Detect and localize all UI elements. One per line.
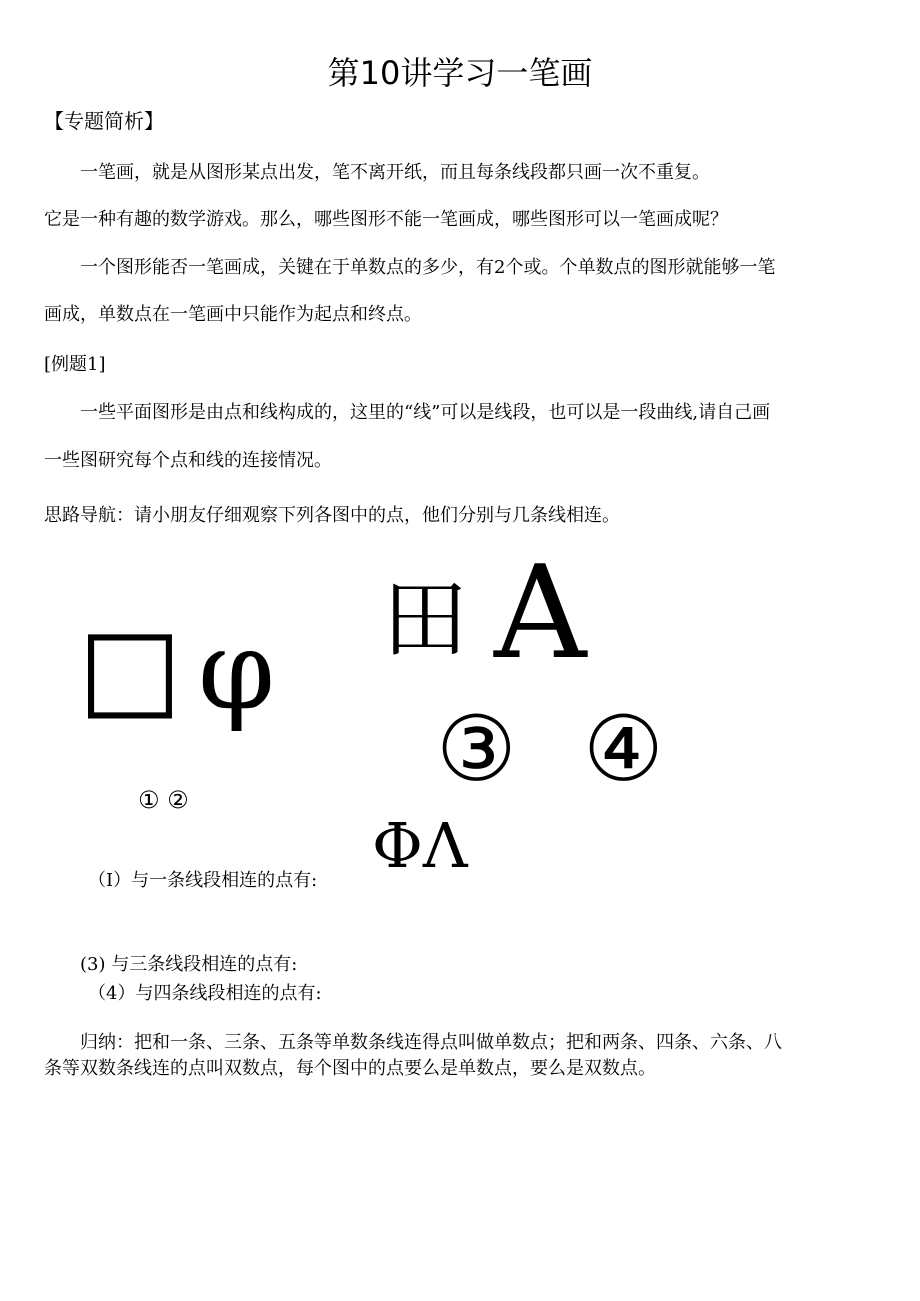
question-3: (3) 与三条线段相连的点有: <box>80 954 298 975</box>
intro-line-1: 一笔画，就是从图形某点出发，笔不离开纸，而且每条线段都只画一次不重复。 <box>80 162 710 183</box>
page-title: 第10讲学习一笔画 <box>327 54 593 92</box>
example-line-1: 一些平面图形是由点和线构成的，这里的“线”可以是线段，也可以是一段曲线,请自己画 <box>80 402 771 423</box>
example-label: [例题1] <box>44 354 106 375</box>
hint-text: 思路导航：请小朋友仔细观察下列各图中的点，他们分别与几条线相连。 <box>44 505 620 526</box>
phi-lambda-figure: ΦΛ <box>372 809 468 882</box>
question-4: （4）与四条线段相连的点有: <box>88 983 322 1004</box>
grid-figure: 田 <box>382 570 468 670</box>
square-figure: □ <box>78 603 182 731</box>
letter-a-figure: A <box>494 539 587 688</box>
summary-line-1: 归纳：把和一条、三条、五条等单数条线连得点叫做单数点；把和两条、四条、六条、八 <box>80 1032 782 1053</box>
summary-line-2: 条等双数条线连的点叫双数点，每个图中的点要么是单数点，要么是双数点。 <box>44 1058 656 1079</box>
intro-line-3: 一个图形能否一笔画成，关键在于单数点的多少，有2个或。个单数点的图形就能够一笔 <box>80 257 776 278</box>
intro-line-2: 它是一种有趣的数学游戏。那么，哪些图形不能一笔画成，哪些图形可以一笔画成呢？ <box>44 209 728 230</box>
example-line-2: 一些图研究每个点和线的连接情况。 <box>44 450 332 471</box>
small-labels: ① ② <box>138 786 189 814</box>
section-label: 【专题简析】 <box>44 109 164 133</box>
question-1: （I）与一条线段相连的点有: <box>88 870 318 891</box>
phi-figure: φ <box>198 606 276 734</box>
circled-four-figure: ④ <box>583 697 664 802</box>
intro-line-4: 画成，单数点在一笔画中只能作为起点和终点。 <box>44 304 422 325</box>
circled-three-figure: ③ <box>436 697 517 802</box>
